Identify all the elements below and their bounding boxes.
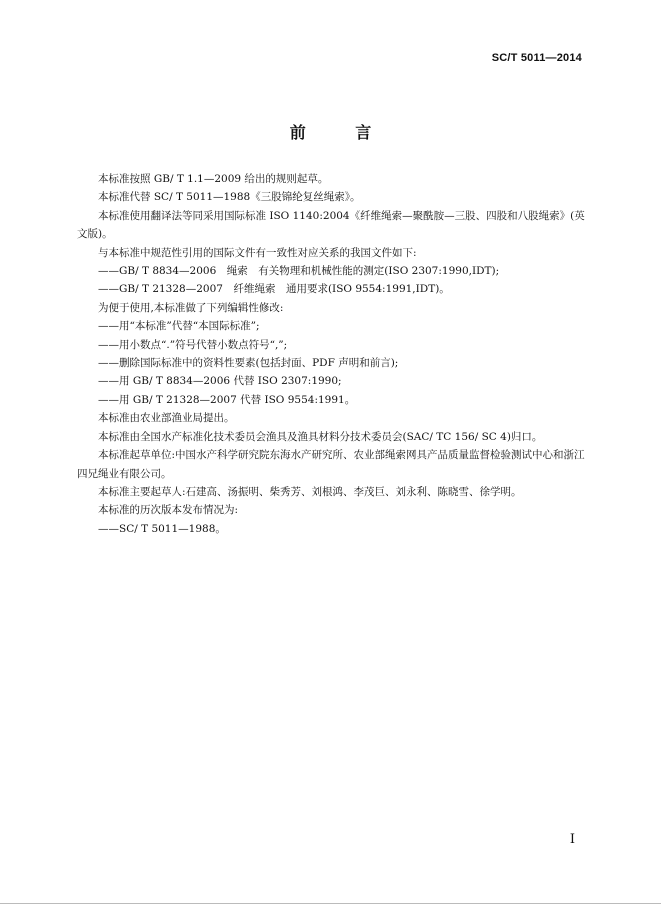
paragraph-centralized-by: 本标准由全国水产标准化技术委员会渔具及渔具材料分技术委员会(SAC/ TC 156/ SC 4)归口。 — [98, 430, 543, 443]
paragraph-normative-refs-intro: 与本标准中规范性引用的国际文件有一致性对应关系的我国文件如下: — [98, 246, 417, 259]
paragraph-drafters: 本标准主要起草人:石建高、汤振明、柴秀芳、刘根鸿、李茂巨、刘永利、陈晓雪、徐学明。 — [98, 485, 522, 498]
page-number: I — [569, 832, 575, 847]
paragraph-drafting-rules: 本标准按照 GB/ T 1.1—2009 给出的规则起草。 — [98, 173, 329, 185]
list-item-ref-gbt21328: ——GB/ T 21328—2007 纤维绳索 通用要求(ISO 9554:1991,IDT)。 — [98, 283, 450, 296]
paragraph-adoption: 本标准使用翻译法等同采用国际标准 ISO 1140:2004《纤维绳索—聚酰胺—三股、四股和八股绳索》(英文版)。 — [77, 209, 585, 241]
paragraph-editorial-changes-intro: 为便于使用,本标准做了下列编辑性修改: — [98, 301, 284, 314]
list-item-history-1988: ——SC/ T 5011—1988。 — [98, 522, 226, 535]
list-item-change-gbt21328: ——用 GB/ T 21328—2007 代替 ISO 9554:1991。 — [98, 393, 356, 406]
list-item-change-gbt8834: ——用 GB/ T 8834—2006 代替 ISO 2307:1990; — [98, 375, 342, 388]
paragraph-drafting-units: 本标准起草单位:中国水产科学研究院东海水产研究所、农业部绳索网具产品质量监督检验测试中心和浙江四兄绳业有限公司。 — [77, 449, 585, 480]
paragraph-proposed-by: 本标准由农业部渔业局提出。 — [98, 412, 235, 425]
standard-code: SC/T 5011—2014 — [491, 52, 582, 64]
page-title: 前 言 — [289, 123, 394, 142]
list-item-change-remove-informative: ——删除国际标准中的资料性要素(包括封面、PDF 声明和前言); — [98, 357, 399, 370]
foreword-body — [77, 170, 585, 538]
list-item-change-term: ——用“本标准”代替“本国际标准”; — [98, 320, 260, 333]
paragraph-replaces: 本标准代替 SC/ T 5011—1988《三股锦纶复丝绳索》。 — [98, 191, 361, 204]
list-item-ref-gbt8834: ——GB/ T 8834—2006 绳索 有关物理和机械性能的测定(ISO 2307:1990,IDT); — [98, 265, 500, 278]
list-item-change-decimal: ——用小数点“.”符号代替小数点符号“,”; — [98, 338, 288, 351]
page-bottom-divider — [0, 903, 661, 904]
paragraph-history-intro: 本标准的历次版本发布情况为: — [98, 504, 239, 517]
